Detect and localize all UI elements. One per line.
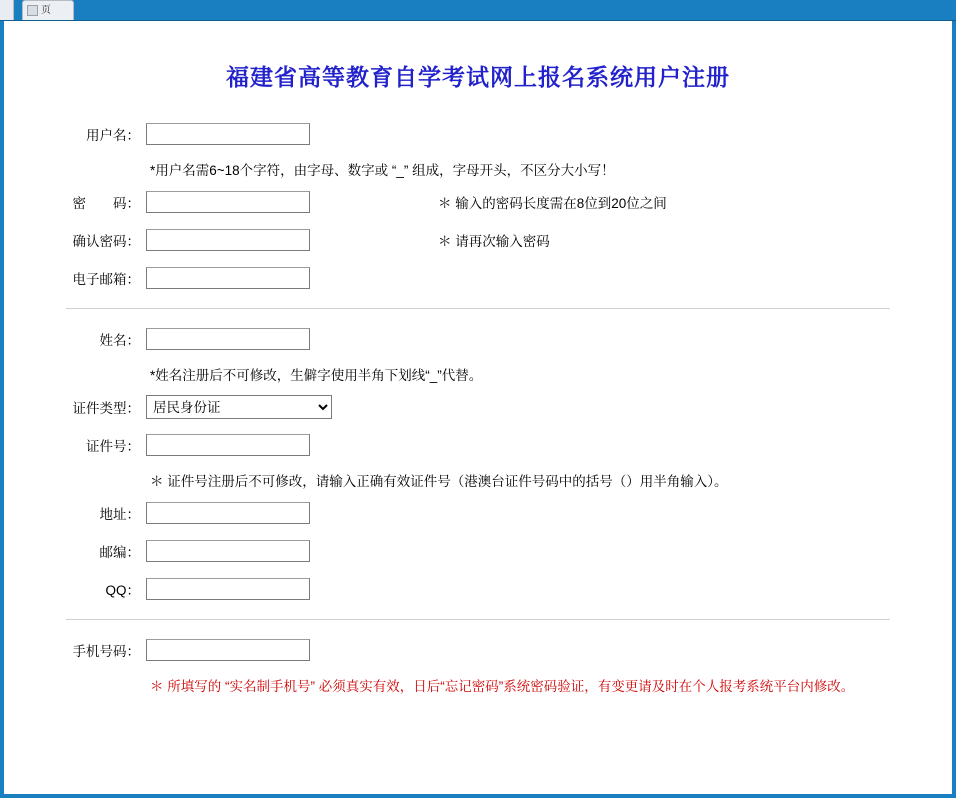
row-qq [4,573,952,605]
postcode-label: 邮编： [99,545,140,560]
row-postcode [4,535,952,567]
id-number-label: 证件号： [86,439,140,454]
page-title: 福建省高等教育自学考试网上报名系统用户注册 [226,65,730,90]
id-type-label: 证件类型： [72,401,140,416]
browser-chrome-left-edge [0,0,14,20]
row-id-type [4,391,952,423]
row-address [4,497,952,529]
browser-chrome [0,0,956,21]
address-input[interactable] [146,502,310,524]
mobile-label: 手机号码： [72,644,140,659]
qq-label: QQ： [105,583,140,598]
email-input[interactable] [146,267,310,289]
id-type-select[interactable] [146,395,332,419]
row-username [4,118,952,150]
username-input[interactable] [146,123,310,145]
row-username-hint [4,156,952,186]
name-label: 姓名： [99,333,140,348]
browser-tab[interactable] [22,0,74,20]
qq-input[interactable] [146,578,310,600]
mobile-input[interactable] [146,639,310,661]
password-confirm-label: 确认密码： [72,234,140,249]
row-id-number-hint [4,467,952,497]
name-input[interactable] [146,328,310,350]
tab-label: 页 [41,4,51,16]
id-number-input[interactable] [146,434,310,456]
row-name [4,323,952,355]
row-id-number [4,429,952,461]
mobile-warning: ＊ 所填写的 “实名制手机号” 必须真实有效，日后“忘记密码”系统密码验证，有变更请及时在个人报考系统平台内修改。 [150,679,855,694]
row-email [4,262,952,294]
name-hint: *姓名注册后不可修改，生僻字使用半角下划线“_”代替。 [150,368,483,383]
row-mobile-warning [4,672,952,702]
password-confirm-input[interactable] [146,229,310,251]
password-input[interactable] [146,191,310,213]
address-label: 地址： [99,507,140,522]
row-name-hint [4,361,952,391]
divider-2 [66,619,890,620]
tab-favicon-icon [27,5,38,16]
username-hint: *用户名需6~18个字符，由字母、数字或 “_” 组成，字母开头，不区分大小写！ [150,163,615,178]
password-note: ＊ 输入的密码长度需在8位到20位之间 [438,196,667,211]
registration-form [4,118,952,702]
row-password [4,186,952,218]
password-confirm-note: ＊ 请再次输入密码 [438,234,550,249]
row-password-confirm [4,224,952,256]
divider-1 [66,308,890,309]
postcode-input[interactable] [146,540,310,562]
email-label: 电子邮箱： [72,272,140,287]
password-label: 密 码： [72,196,140,211]
page-content [0,21,956,798]
row-mobile [4,634,952,666]
id-number-hint: ＊ 证件号注册后不可修改，请输入正确有效证件号（港澳台证件号码中的括号（）用半角输入）。 [150,474,728,489]
username-label: 用户名： [86,128,140,143]
